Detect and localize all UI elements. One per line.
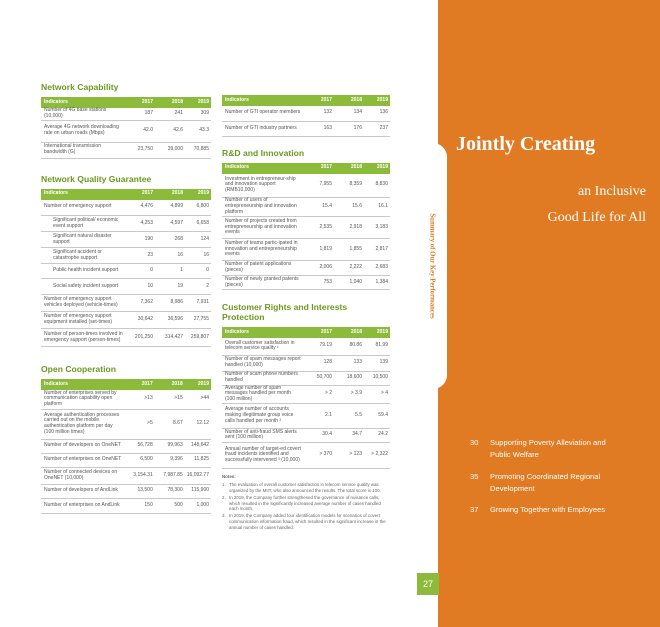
- row-label: Number of developers on OneNET: [41, 439, 125, 453]
- toc-item[interactable]: [470, 504, 650, 516]
- row-label: Significant political/ economic event support: [41, 216, 125, 232]
- value-2018: 4,899: [155, 200, 185, 216]
- header-2019: 2019: [185, 189, 211, 200]
- value-2017: 23,750: [125, 142, 155, 158]
- table-row: [41, 232, 211, 248]
- row-label: Overall customer satisfaction in telecom service quality ¹: [222, 338, 304, 355]
- value-2018: 241: [155, 108, 185, 120]
- value-2017: 0: [125, 264, 155, 279]
- value-2017: 1,819: [304, 239, 334, 261]
- table-row: [41, 453, 211, 467]
- header-2019: 2019: [185, 379, 211, 390]
- row-label: Number of emergency support vehicles deployed (vehicle-times): [41, 295, 125, 312]
- table-row: [41, 279, 211, 295]
- note-item: [222, 513, 390, 531]
- row-label: Number of emergency support: [41, 200, 125, 216]
- value-2017: 150: [125, 498, 155, 513]
- value-2017: 23: [125, 248, 155, 264]
- value-2017: 6,500: [125, 453, 155, 467]
- value-2017: 30,642: [125, 312, 155, 329]
- row-label: Number of 4G base stations (10,000): [41, 108, 125, 120]
- note-number: 3.: [222, 513, 226, 519]
- value-2017: 10: [125, 279, 155, 295]
- table-row: [41, 329, 211, 347]
- value-2018: 1,040: [334, 276, 364, 290]
- value-2019: 81.99: [364, 338, 390, 355]
- customer-rights-title: Customer Rights and Interests Protection: [222, 302, 348, 322]
- table-row: [222, 217, 390, 239]
- table-row: [41, 200, 211, 216]
- value-2018: 8.67: [155, 409, 185, 439]
- header-2017: 2017: [304, 95, 334, 106]
- header-2017: 2017: [125, 379, 155, 390]
- row-label: Average number of accounts making illegitimate group voice calls handled per month ²: [222, 403, 304, 428]
- toc-title: Supporting Poverty Alleviation and Public Welfare: [490, 438, 606, 459]
- value-2019: 139: [364, 355, 390, 371]
- table-row: [222, 121, 390, 136]
- network-capability-table: [41, 97, 211, 159]
- toc-page-number: 37: [470, 505, 479, 514]
- network-quality-title: Network Quality Guarantee: [41, 173, 152, 184]
- value-2019: 59.4: [364, 403, 390, 428]
- note-text: In 2019, the Company added four identification models for scenarios of covert communication information fraud, which resulted in the significant increase in the annual number of cases handled.: [229, 513, 386, 531]
- value-2018: 8,986: [155, 295, 185, 312]
- value-2019: 16: [185, 248, 211, 264]
- value-2018: 16: [155, 248, 185, 264]
- value-2019: 7,931: [185, 295, 211, 312]
- left-column: [41, 82, 211, 514]
- table-row: [41, 390, 211, 409]
- value-2017: 3,154.31: [125, 467, 155, 484]
- row-label: International transmission bandwidth (G): [41, 142, 125, 158]
- value-2017: 4,253: [125, 216, 155, 232]
- table-row: [222, 198, 390, 217]
- row-label: Number of enterprises on AndLink: [41, 498, 125, 513]
- header-indicators: Indicators: [41, 379, 125, 390]
- row-label: Number of enterprises served by communication capability open platform: [41, 390, 125, 409]
- value-2018: 78,300: [155, 484, 185, 498]
- row-label: Number of GTI operator members: [222, 106, 304, 121]
- gti-table: [222, 95, 390, 137]
- value-2018: > 123: [334, 442, 364, 468]
- rd-innovation-table: [222, 163, 390, 291]
- header-indicators: Indicators: [41, 189, 125, 200]
- row-label: Average 4G network downloading rate on urban roads (Mbps): [41, 120, 125, 142]
- value-2018: > 3.9: [334, 385, 364, 403]
- value-2017: 50,700: [304, 371, 334, 385]
- header-2017: 2017: [304, 163, 334, 174]
- row-label: Number of anti-fraud SMS alerts sent (100 million): [222, 428, 304, 442]
- value-2018: 2,222: [334, 261, 364, 276]
- value-2017: 163: [304, 121, 334, 136]
- value-2019: 6,658: [185, 216, 211, 232]
- header-2018: 2018: [155, 379, 185, 390]
- value-2019: 2,817: [364, 239, 390, 261]
- table-row: [222, 276, 390, 290]
- toc-title: Promoting Coordinated Regional Development: [490, 472, 601, 493]
- table-row: [41, 312, 211, 329]
- value-2019: 1,000: [185, 498, 211, 513]
- table-row: [222, 385, 390, 403]
- table-row: [222, 261, 390, 276]
- row-label: Number of emergency support equipment installed (set-times): [41, 312, 125, 329]
- header-2019: 2019: [364, 327, 390, 338]
- value-2018: 7,987.85: [155, 467, 185, 484]
- table-row: [41, 248, 211, 264]
- header-2019: 2019: [364, 95, 390, 106]
- value-2018: 5.5: [334, 403, 364, 428]
- header-2019: 2019: [364, 163, 390, 174]
- value-2019: 8,830: [364, 174, 390, 198]
- value-2018: 39,000: [155, 142, 185, 158]
- value-2017: > 370: [304, 442, 334, 468]
- table-row: [41, 439, 211, 453]
- value-2017: 753: [304, 276, 334, 290]
- value-2019: 309: [185, 108, 211, 120]
- table-row: [222, 106, 390, 121]
- row-label: Number of users of entrepreneurship and innovation platform: [222, 198, 304, 217]
- table-row: [41, 142, 211, 158]
- open-cooperation-title: Open Cooperation: [41, 364, 116, 374]
- row-label: Number of teams partic-ipated in innovation and entrepreneurship events: [222, 239, 304, 261]
- side-tab-label: Summary of Our Key Performances: [428, 213, 436, 319]
- value-2018: 18,600: [334, 371, 364, 385]
- value-2018: 2,918: [334, 217, 364, 239]
- table-row: [41, 108, 211, 120]
- table-row: [222, 239, 390, 261]
- value-2019: 1,384: [364, 276, 390, 290]
- value-2017: 2,535: [304, 217, 334, 239]
- value-2017: >5: [125, 409, 155, 439]
- value-2018: 314,427: [155, 329, 185, 347]
- value-2019: > 4: [364, 385, 390, 403]
- table-row: [222, 355, 390, 371]
- value-2019: 115,900: [185, 484, 211, 498]
- row-label: Number of connected devices on OneNET (10,000): [41, 467, 125, 484]
- value-2019: 2: [185, 279, 211, 295]
- value-2019: 70,885: [185, 142, 211, 158]
- note-item: [222, 495, 390, 513]
- row-label: Number of GTI industry partners: [222, 121, 304, 136]
- row-label: Average authentication processes carried out on the mobile authentication platform per day (100 million times): [41, 409, 125, 439]
- header-2018: 2018: [334, 95, 364, 106]
- table-row: [41, 295, 211, 312]
- header-2018: 2018: [155, 189, 185, 200]
- value-2017: 7,362: [125, 295, 155, 312]
- row-label: Number of projects created from entrepreneurship and innovation events: [222, 217, 304, 239]
- network-capability-title: Network Capability: [41, 82, 119, 92]
- header-2017: 2017: [125, 189, 155, 200]
- row-label: Significant accident or catastrophe support: [41, 248, 125, 264]
- table-row: [41, 264, 211, 279]
- note-text: The evaluation of overall customer satisfaction in telecom service quality was organized by the MIIT, who also announced the results. The total score is 100.: [229, 481, 381, 493]
- row-label: Significant natural disaster support: [41, 232, 125, 248]
- value-2017: 4,476: [125, 200, 155, 216]
- note-number: 1.: [222, 481, 226, 487]
- value-2018: 1: [155, 264, 185, 279]
- value-2018: 8,359: [334, 174, 364, 198]
- value-2019: 43.3: [185, 120, 211, 142]
- value-2019: 124: [185, 232, 211, 248]
- value-2018: 99,963: [155, 439, 185, 453]
- table-row: [222, 338, 390, 355]
- value-2019: 148,642: [185, 439, 211, 453]
- header-2019: 2019: [185, 97, 211, 108]
- value-2017: >13: [125, 390, 155, 409]
- value-2017: 30.4: [304, 428, 334, 442]
- row-label: Number of scam phone numbers handled: [222, 371, 304, 385]
- headline-line-3: Good Life for All: [547, 210, 646, 225]
- rd-innovation-title: R&D and Innovation: [222, 147, 305, 158]
- header-indicators: Indicators: [222, 163, 304, 174]
- toc-item[interactable]: [470, 437, 650, 461]
- value-2018: 134: [334, 106, 364, 121]
- table-row: [222, 403, 390, 428]
- row-label: Average number of spam messages handled per month (100 million): [222, 385, 304, 403]
- value-2017: 56,728: [125, 439, 155, 453]
- page-number: 27: [417, 573, 439, 595]
- value-2017: 2,006: [304, 261, 334, 276]
- value-2019: 3,183: [364, 217, 390, 239]
- header-indicators: Indicators: [222, 327, 304, 338]
- value-2019: 16,092.77: [185, 467, 211, 484]
- value-2017: 79.19: [304, 338, 334, 355]
- table-row: [41, 498, 211, 513]
- value-2019: 136: [364, 106, 390, 121]
- value-2018: 15.6: [334, 198, 364, 217]
- headline-line-2: an Inclusive: [577, 184, 646, 199]
- header-2017: 2017: [304, 327, 334, 338]
- row-label: Number of newly granted patents (pieces): [222, 276, 304, 290]
- row-label: Public health incident support: [41, 264, 125, 279]
- table-row: [41, 484, 211, 498]
- table-row: [41, 409, 211, 439]
- value-2017: 190: [125, 232, 155, 248]
- value-2017: 201,250: [125, 329, 155, 347]
- value-2018: 4,597: [155, 216, 185, 232]
- value-2017: 13,500: [125, 484, 155, 498]
- value-2018: 500: [155, 498, 185, 513]
- value-2018: 176: [334, 121, 364, 136]
- note-item: [222, 482, 390, 494]
- toc-title: Growing Together with Employees: [490, 505, 606, 514]
- customer-rights-table: [222, 327, 390, 469]
- row-label: Number of enterprises on OneNET: [41, 453, 125, 467]
- value-2018: 19: [155, 279, 185, 295]
- note-text: In 2019, the Company further strengthened the governance of nuisance calls, which resulted in the significantly increased average number of cases handled each month.: [229, 494, 381, 512]
- row-label: Social safety incident support: [41, 279, 125, 295]
- value-2019: 259,807: [185, 329, 211, 347]
- value-2018: 268: [155, 232, 185, 248]
- value-2017: 15.4: [304, 198, 334, 217]
- row-label: Number of developers of AndLink: [41, 484, 125, 498]
- header-2017: 2017: [125, 97, 155, 108]
- value-2018: 133: [334, 355, 364, 371]
- value-2017: > 2: [304, 385, 334, 403]
- table-row: [222, 371, 390, 385]
- header-2018: 2018: [334, 327, 364, 338]
- row-label: Number of patent applications (pieces): [222, 261, 304, 276]
- open-cooperation-table: [41, 379, 211, 514]
- value-2019: 10,500: [364, 371, 390, 385]
- network-quality-table: [41, 189, 211, 348]
- value-2017: 42.0: [125, 120, 155, 142]
- table-row: [41, 467, 211, 484]
- value-2019: 24.2: [364, 428, 390, 442]
- headline-line-1: Jointly Creating: [456, 133, 596, 155]
- header-2018: 2018: [155, 97, 185, 108]
- header-indicators: Indicators: [222, 95, 304, 106]
- value-2019: 0: [185, 264, 211, 279]
- value-2019: 27,755: [185, 312, 211, 329]
- value-2018: 80.86: [334, 338, 364, 355]
- value-2019: 16.1: [364, 198, 390, 217]
- toc-page-number: 30: [470, 438, 479, 447]
- row-label: Number of spam messages report handled (10,000): [222, 355, 304, 371]
- toc-item[interactable]: [470, 471, 650, 495]
- table-row: [41, 216, 211, 232]
- header-2018: 2018: [334, 163, 364, 174]
- value-2017: 187: [125, 108, 155, 120]
- table-row: [222, 428, 390, 442]
- value-2017: 2.1: [304, 403, 334, 428]
- value-2019: > 2,322: [364, 442, 390, 468]
- value-2017: 7,955: [304, 174, 334, 198]
- value-2019: >44: [185, 390, 211, 409]
- value-2017: 128: [304, 355, 334, 371]
- row-label: Annual number of target-ed covert fraud incidents identified and successfully intervened ³ (10,000): [222, 442, 304, 468]
- value-2018: 42.6: [155, 120, 185, 142]
- row-label: Number of person-times involved in emergency support (person-times): [41, 329, 125, 347]
- section-cover-panel: [438, 0, 660, 627]
- middle-column: [222, 95, 390, 532]
- value-2019: 237: [364, 121, 390, 136]
- value-2018: 1,855: [334, 239, 364, 261]
- value-2019: 2,683: [364, 261, 390, 276]
- value-2019: 6,800: [185, 200, 211, 216]
- header-indicators: Indicators: [41, 97, 125, 108]
- row-label: Investment in entrepreneur-ship and innovation support (RMB10,000): [222, 174, 304, 198]
- value-2018: 34.7: [334, 428, 364, 442]
- table-row: [222, 174, 390, 198]
- value-2018: 9,396: [155, 453, 185, 467]
- toc-page-number: 35: [470, 472, 479, 481]
- notes: [222, 474, 390, 531]
- table-row: [41, 120, 211, 142]
- value-2018: 36,596: [155, 312, 185, 329]
- value-2017: 132: [304, 106, 334, 121]
- notes-heading: Notes:: [222, 473, 236, 479]
- value-2018: >15: [155, 390, 185, 409]
- value-2019: 12.12: [185, 409, 211, 439]
- note-number: 2.: [222, 494, 226, 500]
- value-2019: 11,825: [185, 453, 211, 467]
- table-row: [222, 442, 390, 468]
